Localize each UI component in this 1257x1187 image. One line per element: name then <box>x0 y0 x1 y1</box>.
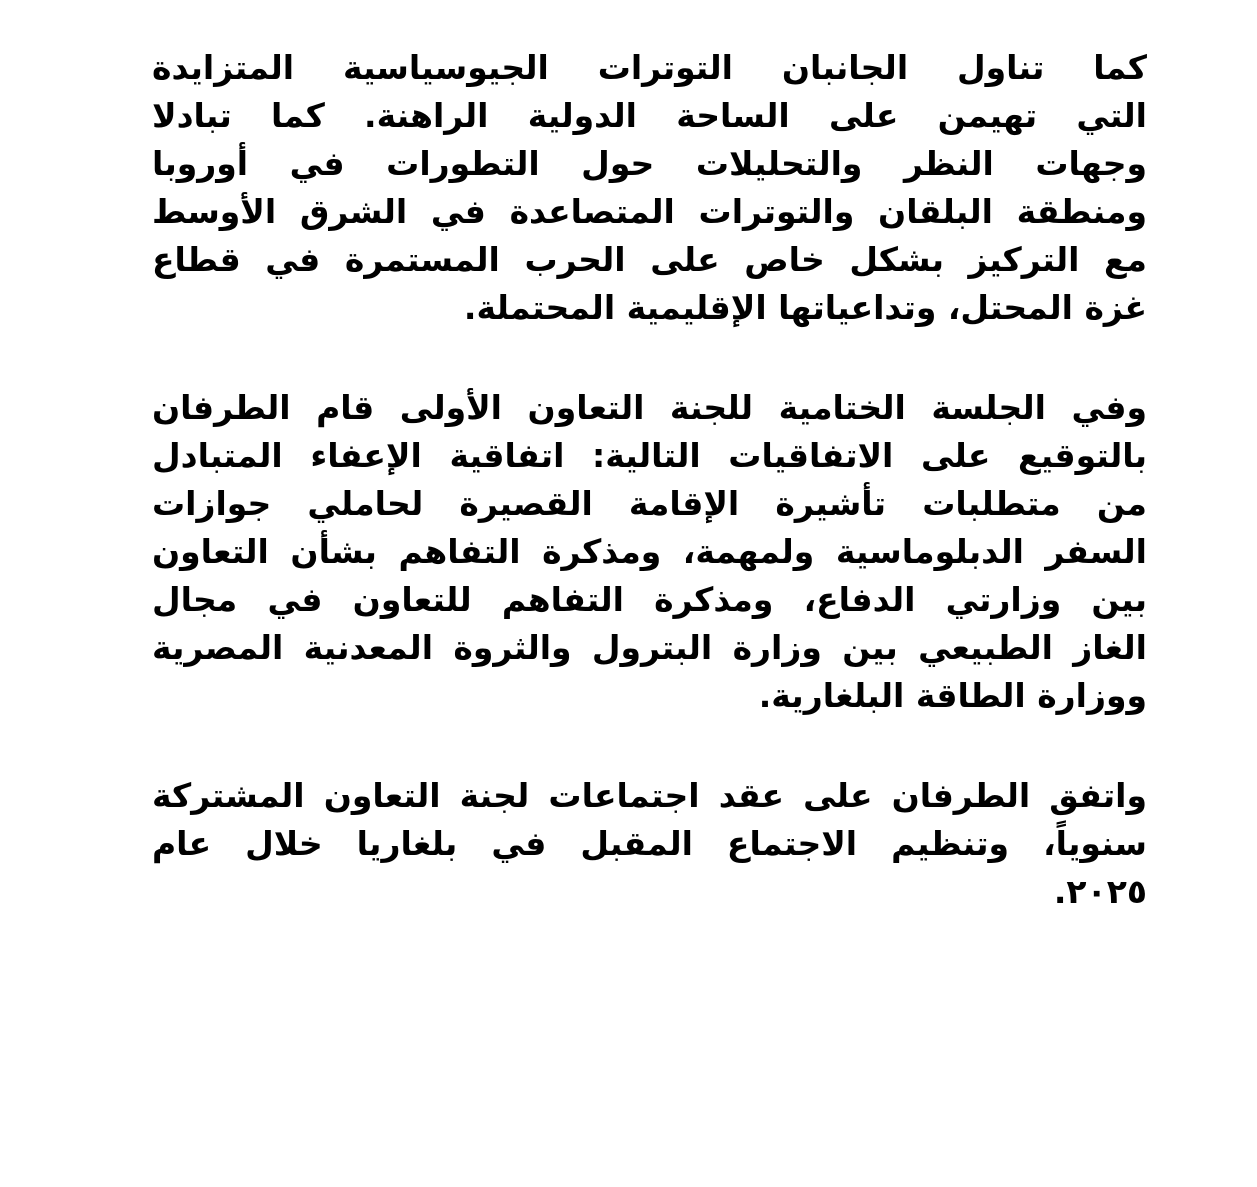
paragraph-agreements <box>152 384 1147 720</box>
text-line: ٢٠٢٥. <box>1053 872 1147 911</box>
text-line: مع التركيز بشكل خاص على الحرب المستمرة في قطاع <box>152 240 1147 279</box>
text-line: بالتوقيع على الاتفاقيات التالية: اتفاقية الإعفاء المتبادل <box>152 436 1147 475</box>
article-body <box>152 44 1147 968</box>
text-line: وفي الجلسة الختامية للجنة التعاون الأولى قام الطرفان <box>152 388 1147 427</box>
text-line: غزة المحتل، وتداعياتها الإقليمية المحتملة. <box>463 288 1147 327</box>
text-line: سنوياً، وتنظيم الاجتماع المقبل في بلغاريا خلال عام <box>152 824 1147 863</box>
text-line: ووزارة الطاقة البلغارية. <box>758 676 1147 715</box>
text-line: ومنطقة البلقان والتوترات المتصاعدة في الشرق الأوسط <box>152 192 1147 231</box>
text-line: واتفق الطرفان على عقد اجتماعات لجنة التعاون المشتركة <box>152 776 1147 815</box>
text-line: من متطلبات تأشيرة الإقامة القصيرة لحاملي جوازات <box>152 484 1147 523</box>
paragraph-annual-meetings <box>152 772 1147 916</box>
text-line: وجهات النظر والتحليلات حول التطورات في أوروبا <box>152 144 1147 183</box>
paragraph-geopolitics <box>152 44 1147 332</box>
text-line: الغاز الطبيعي بين وزارة البترول والثروة المعدنية المصرية <box>152 628 1147 667</box>
text-line: السفر الدبلوماسية ولمهمة، ومذكرة التفاهم بشأن التعاون <box>152 532 1147 571</box>
text-line: التي تهيمن على الساحة الدولية الراهنة. كما تبادلا <box>152 96 1147 135</box>
text-line: بين وزارتي الدفاع، ومذكرة التفاهم للتعاون في مجال <box>152 580 1147 619</box>
text-line: كما تناول الجانبان التوترات الجيوسياسية المتزايدة <box>152 48 1147 87</box>
